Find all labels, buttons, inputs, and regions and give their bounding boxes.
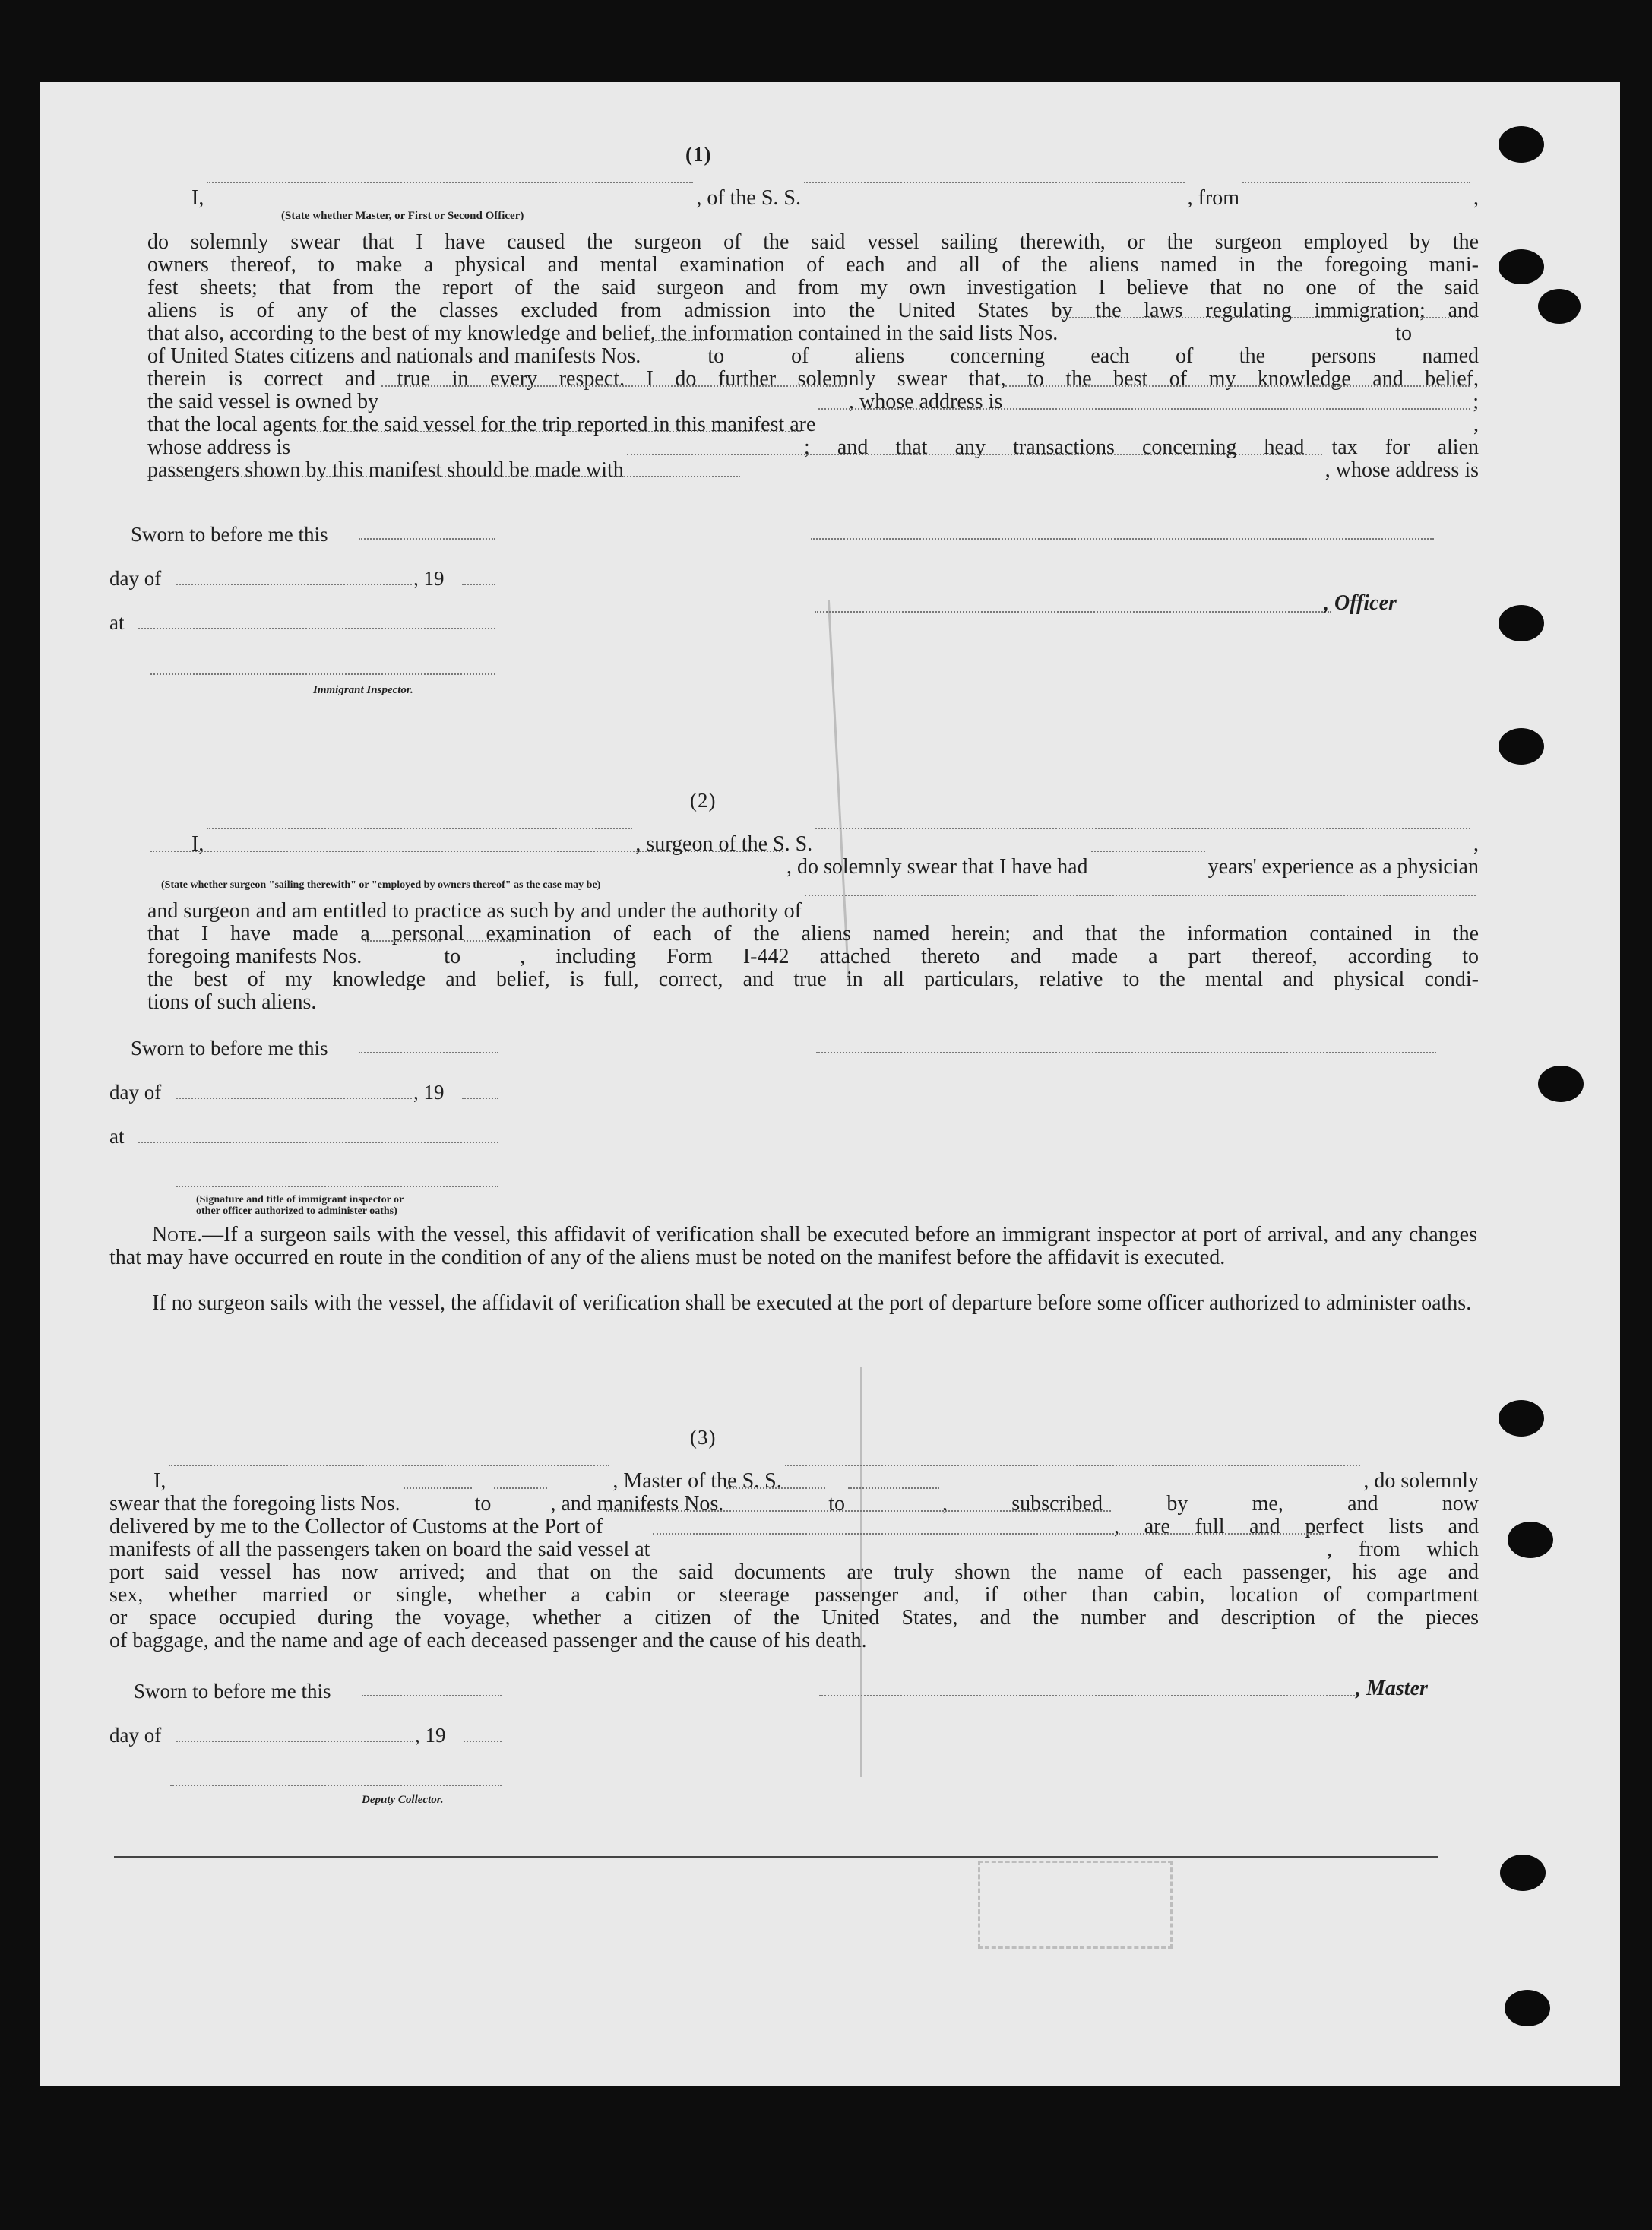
day-of-field[interactable] — [176, 1741, 413, 1742]
section-1-owned — [147, 391, 1479, 413]
section-3-line-4 — [109, 1538, 1479, 1561]
text: , whose address is — [849, 390, 1003, 413]
section-2-authority — [147, 900, 1479, 923]
text: to — [828, 1492, 846, 1516]
text: , do solemnly — [1363, 1469, 1479, 1493]
sworn-label: Sworn to before me this — [131, 523, 328, 546]
sworn-label: Sworn to before me this — [131, 1037, 328, 1060]
note-paragraph-2: If no surgeon sails with the vessel, the affidavit of verification shall be executed at the port of departure before some officer authorized to administer oaths. — [152, 1291, 1472, 1315]
section-3-line-3 — [109, 1516, 1479, 1538]
master-signature-field[interactable] — [819, 1695, 1357, 1696]
section-3-body-2: sex, whether married or single, whether a cabin or steerage passenger and, if other than cabin, location of compartment — [109, 1583, 1479, 1607]
at-label: at — [109, 1125, 125, 1148]
officer-signature-top-field[interactable] — [811, 538, 1434, 540]
binder-hole — [1505, 1990, 1550, 2026]
section-1-passengers — [147, 459, 1479, 482]
section-1-body-1: do solemnly swear that I have caused the surgeon of the said vessel sailing therewith, or the surgeon employed by the — [147, 230, 1479, 254]
section-2-number: (2) — [690, 789, 717, 812]
section-2-line-2 — [147, 856, 1479, 879]
note-paragraph-1 — [109, 1224, 1477, 1269]
text: of aliens concerning each of the persons named — [791, 344, 1479, 368]
text: , from which — [1327, 1538, 1479, 1561]
section-2-line-1 — [147, 833, 1479, 856]
section-2-best: the best of my knowledge and belief, is full, correct, and true in all particulars, relative to the mental and physical condi- — [147, 968, 1479, 991]
inspector-signature-field[interactable] — [150, 673, 495, 675]
section-1-number: (1) — [685, 143, 712, 166]
text: I, — [153, 1469, 166, 1493]
text: , do solemnly swear that I have had — [786, 855, 1088, 879]
section-1-caption: (State whether Master, or First or Second Officer) — [281, 210, 524, 222]
sworn-date-field[interactable] — [359, 538, 495, 540]
text: foregoing manifests Nos. — [147, 945, 362, 968]
text: , including Form I-442 attached thereto and made a part thereof, according to — [520, 945, 1479, 968]
binder-hole — [1508, 1522, 1553, 1558]
section-2-caption: (State whether surgeon "sailing therewith" or "employed by owners thereof" as the case may be) — [161, 879, 601, 891]
note-label: Note. — [152, 1223, 203, 1246]
section-3-body-4: of baggage, and the name and age of each deceased passenger and the cause of his death. — [109, 1629, 867, 1652]
text: ; — [1473, 390, 1480, 413]
year-label: , 19 — [413, 567, 445, 590]
text: , are full and perfect lists and — [1114, 1515, 1479, 1538]
text: , surgeon of the S. S. — [635, 832, 813, 856]
text: , — [1473, 413, 1479, 436]
text: , whose address is — [1324, 458, 1479, 482]
form-page — [40, 82, 1620, 2086]
section-1-body-4: aliens is of any of the classes excluded from admission into the United States by the laws regulating immigration; and — [147, 299, 1479, 322]
sworn-label: Sworn to before me this — [134, 1680, 331, 1703]
text: delivered by me to the Collector of Customs at the Port of — [109, 1515, 603, 1538]
text: I, — [191, 832, 204, 856]
master-label: , Master — [1356, 1677, 1428, 1700]
day-of-label: day of — [109, 1724, 162, 1747]
binder-hole — [1499, 249, 1544, 284]
note-text: —If a surgeon sails with the vessel, this affidavit of verification shall be executed before an immigrant inspector at port of arrival, and any changes that may have occurred en route in the condition of any of the aliens must be noted on the manifest before the affidavit is executed. — [109, 1223, 1477, 1269]
section-3-number: (3) — [690, 1426, 717, 1449]
binder-hole — [1500, 1855, 1546, 1891]
year-field[interactable] — [462, 1098, 498, 1099]
text: passengers shown by this manifest should be made with — [147, 458, 624, 482]
text: to — [707, 344, 725, 368]
text: , subscribed by me, and now — [942, 1492, 1479, 1516]
at-label: at — [109, 611, 125, 634]
text: to — [474, 1492, 492, 1516]
section-2-tions: tions of such aliens. — [147, 990, 317, 1014]
text: I, — [191, 186, 204, 210]
at-field[interactable] — [138, 1142, 498, 1143]
text: swear that the foregoing lists Nos. — [109, 1492, 400, 1516]
section-1-agents — [147, 413, 1479, 436]
section-1-body-6 — [147, 345, 1479, 368]
section-1-address — [147, 436, 1479, 459]
binder-hole — [1538, 1066, 1584, 1102]
binder-hole — [1499, 728, 1544, 765]
deputy-label: Deputy Collector. — [362, 1794, 444, 1806]
section-1-body-7: therein is correct and true in every respect. I do further solemnly swear that, to the best of my knowledge and belief, — [147, 367, 1479, 391]
section-1-line-1 — [147, 187, 1479, 210]
inspector-signature-field[interactable] — [176, 1186, 498, 1187]
section-3-line-1 — [109, 1470, 1479, 1493]
year-field[interactable] — [462, 584, 495, 585]
bleed-through-stamp — [978, 1861, 1173, 1949]
binder-hole — [1499, 126, 1544, 163]
text: ; and that any transactions concerning head tax for alien — [804, 436, 1479, 459]
text: of United States citizens and nationals and manifests Nos. — [147, 344, 641, 368]
day-of-field[interactable] — [176, 584, 412, 585]
officer-label: , Officer — [1324, 591, 1397, 615]
text: manifests of all the passengers taken on board the said vessel at — [109, 1538, 650, 1561]
text: years' experience as a physician — [1207, 855, 1479, 879]
text: , — [1473, 186, 1479, 210]
text: , — [1473, 832, 1479, 856]
address-field[interactable] — [147, 476, 740, 477]
text: to — [1395, 322, 1412, 345]
section-3-body-3: or space occupied during the voyage, whether a citizen of the United States, and the number and description of the pieces — [109, 1606, 1479, 1630]
sworn-date-field[interactable] — [359, 1052, 498, 1053]
section-1-body-2: owners thereof, to make a physical and mental examination of each and all of the aliens named in the foregoing mani- — [147, 253, 1479, 277]
text: , Master of the S. S. — [612, 1469, 782, 1493]
text: the said vessel is owned by — [147, 390, 379, 413]
section-1-body-5 — [147, 322, 1479, 345]
section-1-body-3: fest sheets; that from the report of the said surgeon and from my own investigation I believe that no one of the said — [147, 276, 1479, 299]
at-field[interactable] — [138, 628, 495, 629]
surgeon-signature-field[interactable] — [816, 1052, 1436, 1053]
sworn-date-field[interactable] — [362, 1695, 502, 1696]
officer-signature-field[interactable] — [815, 611, 1331, 613]
binder-hole — [1538, 289, 1581, 324]
section-3-body-1: port said vessel has now arrived; and that on the said documents are truly shown the name of each passenger, his age and — [109, 1560, 1479, 1584]
text: whose address is — [147, 436, 291, 459]
text: and surgeon and am entitled to practice as such by and under the authority of — [147, 899, 802, 923]
inspector-label: Immigrant Inspector. — [313, 684, 413, 696]
binder-hole — [1499, 605, 1544, 641]
text: , from — [1187, 186, 1239, 210]
text: that the local agents for the said vessel for the trip reported in this manifest are — [147, 413, 816, 436]
day-of-label: day of — [109, 567, 162, 590]
day-of-field[interactable] — [176, 1098, 412, 1099]
text: to — [444, 945, 461, 968]
bleed-through-text — [275, 152, 281, 178]
day-of-label: day of — [109, 1081, 162, 1104]
text: that also, according to the best of my knowledge and belief, the information contained in the said lists Nos. — [147, 322, 1059, 345]
section-2-exam: that I have made a personal examination of each of the aliens named herein; and that the information contained in the — [147, 922, 1479, 946]
year-label: , 19 — [415, 1724, 446, 1747]
binder-hole — [1499, 1400, 1544, 1437]
signature-caption-1: (Signature and title of immigrant inspector or — [196, 1194, 404, 1205]
text: , and manifests Nos. — [550, 1492, 724, 1516]
signature-caption-2: other officer authorized to administer oaths) — [196, 1205, 397, 1217]
year-label: , 19 — [413, 1081, 445, 1104]
text: , of the S. S. — [696, 186, 802, 210]
year-field[interactable] — [464, 1741, 502, 1742]
section-2-foregoing — [147, 946, 1479, 968]
deputy-signature-field[interactable] — [170, 1785, 502, 1786]
bottom-rule — [114, 1856, 1438, 1858]
section-3-line-2 — [109, 1493, 1479, 1516]
